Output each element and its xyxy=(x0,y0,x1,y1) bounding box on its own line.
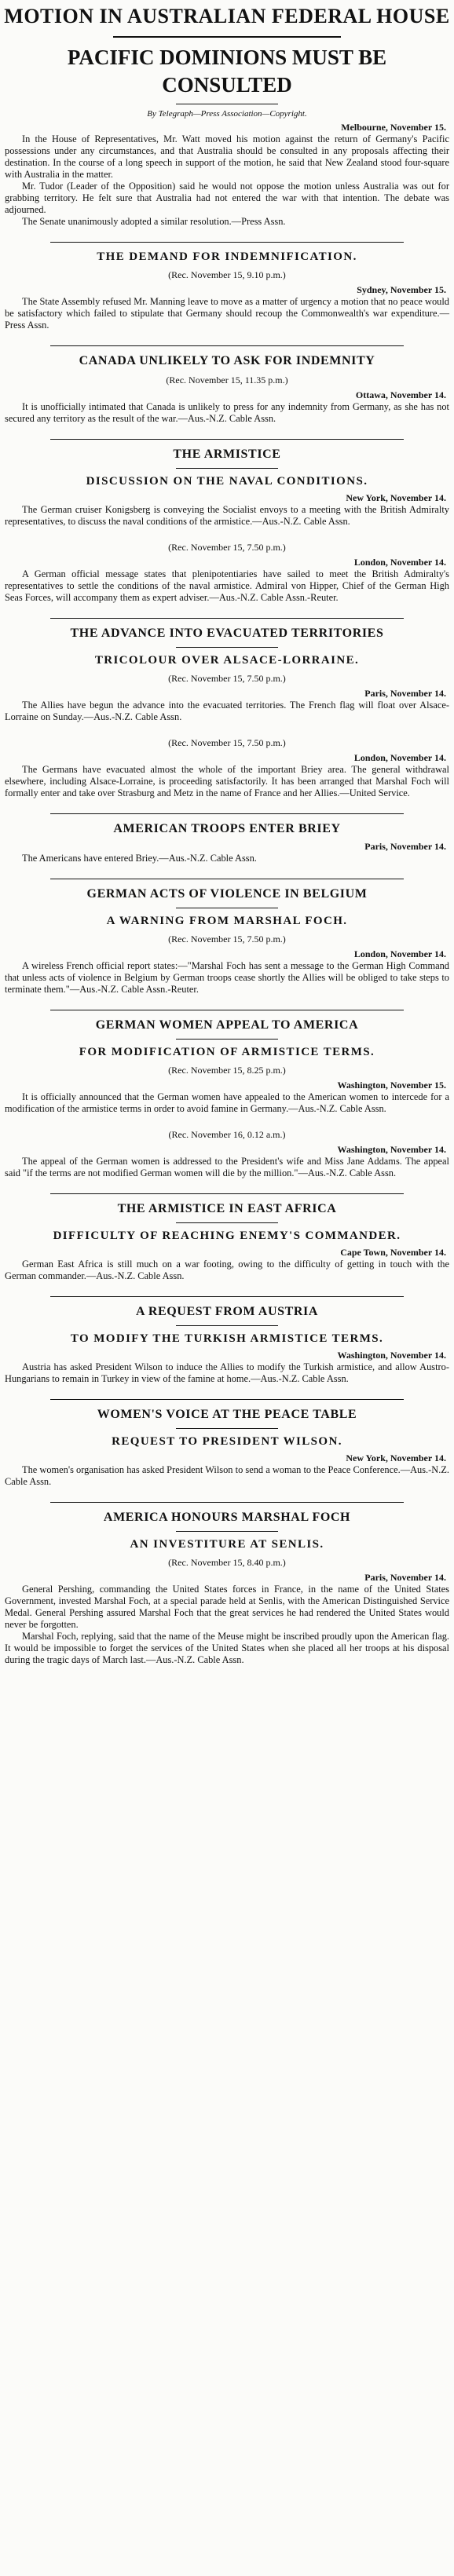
section-heading: WOMEN'S VOICE AT THE PEACE TABLE xyxy=(97,1408,357,1421)
subheading-rule xyxy=(176,1039,278,1040)
dateline: Washington, November 15. xyxy=(337,1080,446,1091)
received-time: (Rec. November 15, 7.50 p.m.) xyxy=(168,737,286,748)
section-rule xyxy=(50,1399,404,1400)
dateline: New York, November 14. xyxy=(346,1452,446,1463)
section-rule xyxy=(50,1502,404,1503)
lead-paragraph: The Senate unanimously adopted a similar resolution.—Press Assn. xyxy=(22,216,286,227)
section-heading: THE ARMISTICE IN EAST AFRICA xyxy=(117,1202,337,1215)
body-paragraph: The Allies have begun the advance into the evacuated territories. The French flag will float over Alsace-Lorraine on Sunday.—Aus.-N.Z. Cable Assn. xyxy=(5,700,449,722)
lead-paragraph: In the House of Representatives, Mr. Watt moved his motion against the return of Germany's Pacific possessions under any circumstances, and that Australia should be consulted in any proposals affecting their destination. In the course of a long speech in support of the motion, he said that New Zealand stood four-square with Australia in the matter. xyxy=(5,133,449,180)
subheading-rule xyxy=(176,1428,278,1429)
subheading-rule xyxy=(176,1222,278,1223)
dateline: Washington, November 14. xyxy=(337,1144,446,1155)
news-section xyxy=(3,1502,451,1666)
section-subheading: REQUEST TO PRESIDENT WILSON. xyxy=(112,1435,342,1448)
section-heading: AMERICA HONOURS MARSHAL FOCH xyxy=(103,1511,351,1524)
body-paragraph: The State Assembly refused Mr. Manning leave to move as a matter of urgency a motion that no peace would be satisfactory which failed to stipulate that Germany should recoup the Commonwealth's war expenditure.—Press Assn. xyxy=(5,296,449,331)
section-subheading: AN INVESTITURE AT SENLIS. xyxy=(130,1538,324,1551)
section-heading: GERMAN WOMEN APPEAL TO AMERICA xyxy=(95,1018,359,1032)
section-subheading: TRICOLOUR OVER ALSACE-LORRAINE. xyxy=(94,654,360,667)
news-section xyxy=(3,1296,451,1385)
received-time: (Rec. November 15, 8.25 p.m.) xyxy=(168,1065,286,1076)
dateline: London, November 14. xyxy=(353,557,446,568)
news-section xyxy=(3,813,451,864)
sub-headline: PACIFIC DOMINIONS MUST BE CONSULTED xyxy=(67,46,387,97)
dateline: London, November 14. xyxy=(353,948,446,959)
dateline: Paris, November 14. xyxy=(364,841,446,852)
dateline: London, November 14. xyxy=(353,752,446,763)
section-rule xyxy=(50,439,404,440)
section-rule xyxy=(50,813,404,814)
news-section xyxy=(3,1399,451,1488)
body-paragraph: Marshal Foch, replying, said that the name of the Meuse might be inscribed proudly upon the American flag. It would be impossible to forget the services of the United States when she placed all her troops at his disposal during the tragic days of March last.—Aus.-N.Z. Cable Assn. xyxy=(5,1631,449,1665)
section-rule xyxy=(50,242,404,243)
dateline: Washington, November 14. xyxy=(337,1350,446,1361)
dateline: Sydney, November 15. xyxy=(357,284,446,295)
news-section xyxy=(3,1193,451,1282)
body-paragraph: The Americans have entered Briey.—Aus.-N.Z. Cable Assn. xyxy=(22,853,257,864)
received-time: (Rec. November 15, 9.10 p.m.) xyxy=(168,269,286,280)
received-time: (Rec. November 15, 7.50 p.m.) xyxy=(168,673,286,684)
main-headline: MOTION IN AUSTRALIAN FEDERAL HOUSE xyxy=(4,5,450,27)
dateline: Paris, November 14. xyxy=(364,688,446,699)
headline-rule xyxy=(113,36,341,38)
dateline: Ottawa, November 14. xyxy=(355,389,446,400)
received-time: (Rec. November 15, 7.50 p.m.) xyxy=(168,934,286,945)
body-paragraph: The Germans have evacuated almost the whole of the important Briey area. The general withdrawal elsewhere, including Alsace-Lorraine, is proceeding satisfactorily. It has been arranged that Marshal Foch will formally enter and take over Strasburg and Metz in the name of France and her Allies.—United Service. xyxy=(5,764,449,798)
section-heading: GERMAN ACTS OF VIOLENCE IN BELGIUM xyxy=(86,887,368,901)
body-paragraph: The German cruiser Konigsberg is conveying the Socialist envoys to a meeting with the British Admiralty representatives, to discuss the naval conditions of the armistice.—Aus.-N.Z. Cable Assn. xyxy=(5,504,449,527)
body-paragraph: It is unofficially intimated that Canada is unlikely to press for any indemnity from Germany, as she has not secured any territory as the result of the war.—Aus.-N.Z. Cable Assn. xyxy=(5,401,449,424)
news-section xyxy=(3,879,451,996)
news-section xyxy=(3,618,451,723)
news-section xyxy=(3,1129,451,1179)
dateline: Cape Town, November 14. xyxy=(340,1247,446,1258)
subheading-rule xyxy=(176,1531,278,1532)
dateline: Paris, November 14. xyxy=(364,1572,446,1583)
news-section xyxy=(3,242,451,331)
body-paragraph: The women's organisation has asked President Wilson to send a woman to the Peace Conference.—Aus.-N.Z. Cable Assn. xyxy=(5,1464,449,1487)
body-paragraph: Austria has asked President Wilson to induce the Allies to modify the Turkish armistice, and allow Austro-Hungarians to remain in Turkey in view of the famine at home.—Aus.-N.Z. Cable Assn. xyxy=(5,1361,449,1384)
received-time: (Rec. November 15, 8.40 p.m.) xyxy=(168,1557,286,1568)
news-section xyxy=(3,345,451,425)
section-rule xyxy=(50,1193,404,1194)
body-paragraph: A German official message states that plenipotentiaries have sailed to meet the British Admiralty's representatives to settle the conditions of the naval armistice. Admiral von Hipper, Chief of the German High Seas Forces, will accompany them as expert adviser.—Aus.-N.Z. Cable Assn.-Reuter. xyxy=(5,568,449,603)
body-paragraph: It is officially announced that the German women have appealed to the American women to intercede for a modification of the armistice terms in order to avoid famine in Germany.—Aus.-N.Z. Cable Assn. xyxy=(5,1091,449,1114)
body-paragraph: General Pershing, commanding the United States forces in France, in the name of the United States Government, invested Marshal Foch, at a special parade held at Senlis, with the American Distinguished Service Medal. General Pershing assured Marshal Foch that the great services he had rendered the United States would never be forgotten. xyxy=(5,1584,449,1630)
section-heading: AMERICAN TROOPS ENTER BRIEY xyxy=(113,822,341,835)
subheading-rule xyxy=(176,1325,278,1326)
section-heading: CANADA UNLIKELY TO ASK FOR INDEMNITY xyxy=(79,354,375,367)
received-time: (Rec. November 15, 11.35 p.m.) xyxy=(166,375,288,385)
body-paragraph: The appeal of the German women is addressed to the President's wife and Miss Jane Addams. The appeal said "if the terms are not modified German women will die by the million."—Aus.-N.Z. Cable Assn. xyxy=(5,1156,449,1178)
section-subheading: DISCUSSION ON THE NAVAL CONDITIONS. xyxy=(86,475,368,488)
dateline: New York, November 14. xyxy=(346,492,446,503)
section-subheading: FOR MODIFICATION OF ARMISTICE TERMS. xyxy=(79,1046,375,1058)
received-time: (Rec. November 15, 7.50 p.m.) xyxy=(168,542,286,553)
news-section xyxy=(3,1010,451,1115)
section-rule xyxy=(50,618,404,619)
byline: By Telegraph—Press Association—Copyright. xyxy=(147,109,307,119)
lead-dateline: Melbourne, November 15. xyxy=(341,122,446,133)
section-subheading: DIFFICULTY OF REACHING ENEMY'S COMMANDER. xyxy=(53,1230,401,1242)
received-time: (Rec. November 16, 0.12 a.m.) xyxy=(168,1129,286,1140)
section-rule xyxy=(50,345,404,346)
news-sections xyxy=(3,242,451,1666)
news-section xyxy=(3,439,451,528)
news-section xyxy=(3,737,451,799)
body-paragraph: A wireless French official report states:—"Marshal Foch has sent a message to the German High Command that unless acts of violence in Belgium by German troops cease shortly the Allies will be obliged to take steps to terminate them."—Aus.-N.Z. Cable Assn.-Reuter. xyxy=(5,960,449,995)
subheading-rule xyxy=(176,468,278,469)
section-heading: THE ADVANCE INTO EVACUATED TERRITORIES xyxy=(70,627,384,640)
body-paragraph: German East Africa is still much on a war footing, owing to the difficulty of getting in touch with the German commander.—Aus.-N.Z. Cable Assn. xyxy=(5,1259,449,1281)
section-subheading: A WARNING FROM MARSHAL FOCH. xyxy=(106,915,348,927)
section-heading: A REQUEST FROM AUSTRIA xyxy=(135,1305,319,1318)
section-heading: THE DEMAND FOR INDEMNIFICATION. xyxy=(97,250,357,263)
section-heading: THE ARMISTICE xyxy=(173,448,281,461)
subheading-rule xyxy=(176,647,278,648)
lead-paragraph: Mr. Tudor (Leader of the Opposition) said he would not oppose the motion unless Australia was out for grabbing territory. He felt sure that Australia had not entered the war with that intention. The debate was adjourned. xyxy=(5,181,449,215)
section-rule xyxy=(50,1296,404,1297)
section-subheading: TO MODIFY THE TURKISH ARMISTICE TERMS. xyxy=(70,1332,384,1345)
news-section xyxy=(3,542,451,604)
